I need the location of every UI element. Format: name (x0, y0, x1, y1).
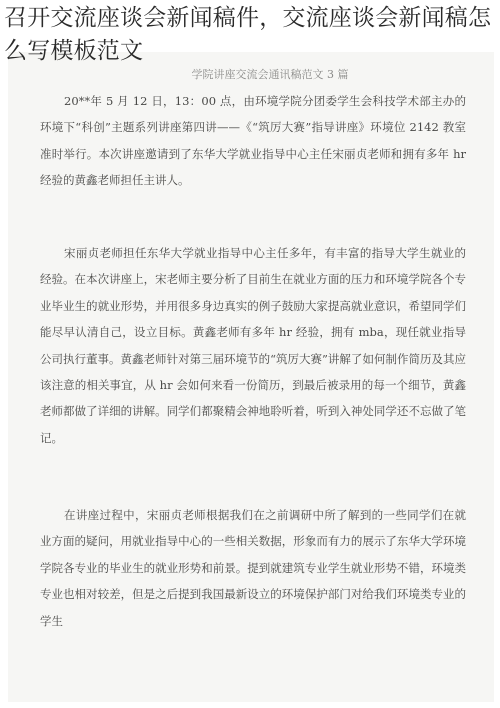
page-title: 召开交流座谈会新闻稿件，交流座谈会新闻稿怎么写模板范文 (4, 5, 492, 64)
document-header: 学院讲座交流会通讯稿范文 3 篇 (191, 68, 349, 81)
document-paragraph-2: 宋丽贞老师担任东华大学就业指导中心主任多年，有丰富的指导大学生就业的经验。在本次讲座上，宋老师主要分析了目前生在就业方面的压力和环境学院各个专业毕业生的就业形势，并用很多身边真实的例子鼓励大家提高就业意识，希望同学们能尽早认清自己，设立目标。黄鑫老师有多年 hr 经验，拥有 mba，现任就业指导公司执行董事。黄鑫老师针对第三届环境节的“筑厉大赛”讲解了如何制作简历及其应该注意的相关事宜，从 hr 会如何来看一份简历，到最后被录用的每一个细节，黄鑫老师都做了详细的讲解。同学们都聚精会神地聆听着，听到入神处同学还不忘做了笔记。 (40, 246, 466, 445)
document-paragraph-3: 在讲座过程中，宋丽贞老师根据我们在之前调研中所了解到的一些同学们在就业方面的疑问，用就业指导中心的一些相关数据，形象而有力的展示了东华大学环境学院各专业的毕业生的就业形势和前景。提到就建筑专业学生就业形势不错，环境类专业也相对较差，但是之后提到我国最新设立的环境保护部门对给我们环境类专业的学生 (40, 508, 466, 628)
document-paragraph-1: 20**年 5 月 12 日，13：00 点，由环境学院分团委学生会科技学术部主办的环境下“科创”主题系列讲座第四讲——《“筑厉大赛”指导讲座》环境位 2142 教室准时举行。本次讲座邀请到了东华大学就业指导中心主任宋丽贞老师和拥有多年 hr 经验的黄鑫老师担任主讲人。 (40, 94, 466, 188)
